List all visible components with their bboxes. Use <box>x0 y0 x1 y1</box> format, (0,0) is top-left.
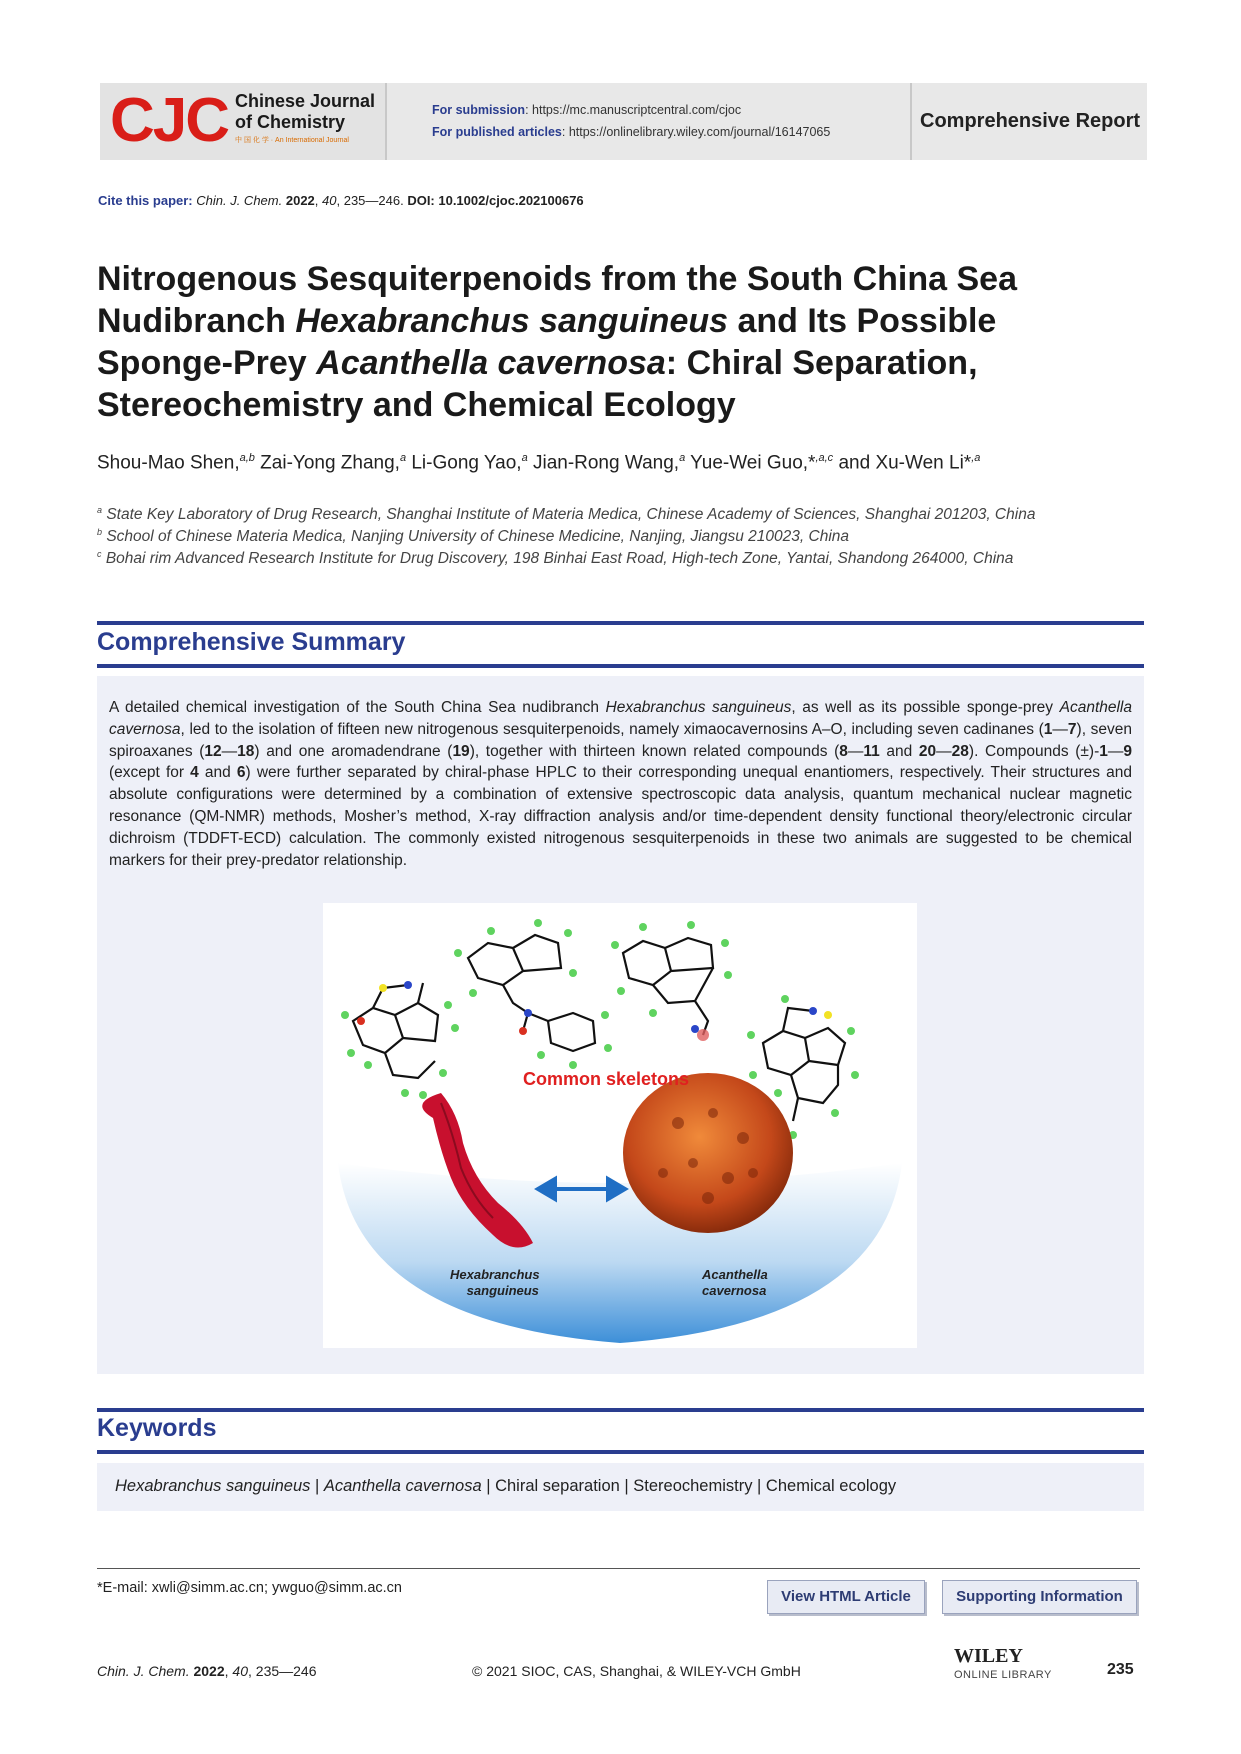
graphic-caption: Common skeletons <box>523 1069 690 1089</box>
journal-subtitle: 中 国 化 学 · An International Journal <box>235 137 349 144</box>
molecule-structure-3 <box>623 938 713 1035</box>
graphical-abstract-figure <box>323 903 917 1348</box>
submission-label: For submission <box>432 103 526 117</box>
submission-line <box>432 103 741 117</box>
supporting-info-button[interactable]: Supporting Information <box>942 1580 1137 1614</box>
citation-doi[interactable]: DOI: 10.1002/cjoc.202100676 <box>407 193 584 208</box>
copyright: © 2021 SIOC, CAS, Shanghai, & WILEY-VCH GmbH <box>472 1663 801 1679</box>
keywords-top-rule <box>97 1408 1144 1412</box>
wiley-logo: WILEY <box>954 1645 1023 1667</box>
citation-journal: Chin. J. Chem. <box>196 193 283 208</box>
citation-line: Cite this paper: Chin. J. Chem. 2022, 40, 235—246. DOI: 10.1002/cjoc.202100676 <box>98 193 584 208</box>
view-html-button[interactable]: View HTML Article <box>767 1580 925 1614</box>
graphical-abstract <box>323 903 917 1348</box>
species-label-left: Hexabranchus sanguineus <box>450 1267 540 1298</box>
journal-name-line1: Chinese Journal <box>235 91 376 111</box>
affiliation-b: $^b$ School of Chinese Materia Medica, Nanjing University of Chinese Medicine, Nanjing, Jiangsu 210023, China <box>97 527 850 546</box>
corresponding-email: *E-mail: xwli@simm.ac.cn; ywguo@simm.ac.cn <box>97 1580 402 1596</box>
page-number: 235 <box>1107 1661 1134 1678</box>
affiliation-a: $^a$ State Key Laboratory of Drug Research, Shanghai Institute of Materia Medica, Chinese Academy of Sciences, Shanghai 201203, China <box>97 505 1036 524</box>
published-line <box>432 125 830 139</box>
header-divider <box>910 83 912 160</box>
affiliation-c: $^c$ Bohai rim Advanced Research Institute for Drug Discovery, 198 Binhai East Road, High-tech Zone, Yantai, Shandong 264000, China <box>97 549 1014 568</box>
citation-volume: 40 <box>322 193 337 208</box>
report-type: Comprehensive Report <box>920 110 1141 132</box>
citation-pages: , 235—246. <box>336 193 408 208</box>
molecule-structure-2 <box>468 935 595 1051</box>
keywords-bottom-rule <box>97 1450 1144 1454</box>
molecule-atoms-1 <box>341 1001 459 1099</box>
keywords-heading: Keywords <box>97 1414 217 1442</box>
summary-top-rule <box>97 621 1144 625</box>
journal-name-line2: of Chemistry <box>235 112 346 132</box>
published-label: For published articles <box>432 125 562 139</box>
journal-logo: CJC <box>110 86 229 155</box>
article-title: Nitrogenous Sesquiterpenoids from the South China Sea Nudibranch Hexabranchus sanguineus and Its Possible Sponge-Prey Acanthella cavernosa: Chiral Separation, Stereochemistry and Chemical Ecology <box>97 260 1017 424</box>
summary-text: A detailed chemical investigation of the South China Sea nudibranch Hexabranchus sanguineus, as well as its possible sponge-prey Acanthella cavernosa, led to the isolation of fifteen new nitrogenous sesquiterpenoids, namely ximaocavernosins A–O, including seven cadinanes (1—7), seven spiroaxanes (12—18) and one aromadendrane (19), together with thirteen known related compounds (8—11 and 20—28). Compounds (±)-1—9 (except for 4 and 6) were further separated by chiral-phase HPLC to their corresponding unequal enantiomers, respectively. Their structures and absolute configurations were determined by a combination of extensive spectroscopic data analysis, quantum mechanical nuclear magnetic resonance (QM-NMR) methods, Mosher’s method, X-ray diffraction analysis and/or time-dependent density functional theory/electronic circular dichroism (TDDFT-ECD) calculation. The commonly existed nitrogenous sesquiterpenoids in these two animals are suggested to be chemical markers for their prey-predator relationship. <box>109 699 1132 869</box>
summary-heading: Comprehensive Summary <box>97 628 406 656</box>
footer-citation: Chin. J. Chem. 2022, 40, 235—246 <box>97 1663 317 1679</box>
wiley-online-library: ONLINE LIBRARY <box>954 1669 1052 1681</box>
footer-rule <box>97 1568 1140 1569</box>
molecule-structure-4 <box>763 1008 845 1121</box>
sponge-image <box>623 1073 793 1233</box>
author-list: Shou-Mao Shen,$^{a,b}$ Zai-Yong Zhang,$^a$ Li-Gong Yao,$^a$ Jian-Rong Wang,$^a$ Yue-Wei Guo,*$^{,a,c}$ and Xu-Wen Li*$^{,a}$ <box>97 452 981 474</box>
summary-bottom-rule <box>97 664 1144 668</box>
citation-label: Cite this paper: <box>98 193 193 208</box>
species-label-right: Acanthella cavernosa <box>702 1267 768 1298</box>
keywords-list: Hexabranchus sanguineus | Acanthella cavernosa | Chiral separation | Stereochemistry | Chemical ecology <box>115 1477 897 1495</box>
submission-link[interactable]: : https://mc.manuscriptcentral.com/cjoc <box>525 103 742 117</box>
citation-year: 2022 <box>285 193 315 208</box>
published-link[interactable]: : https://onlinelibrary.wiley.com/journal/16147065 <box>561 125 831 139</box>
